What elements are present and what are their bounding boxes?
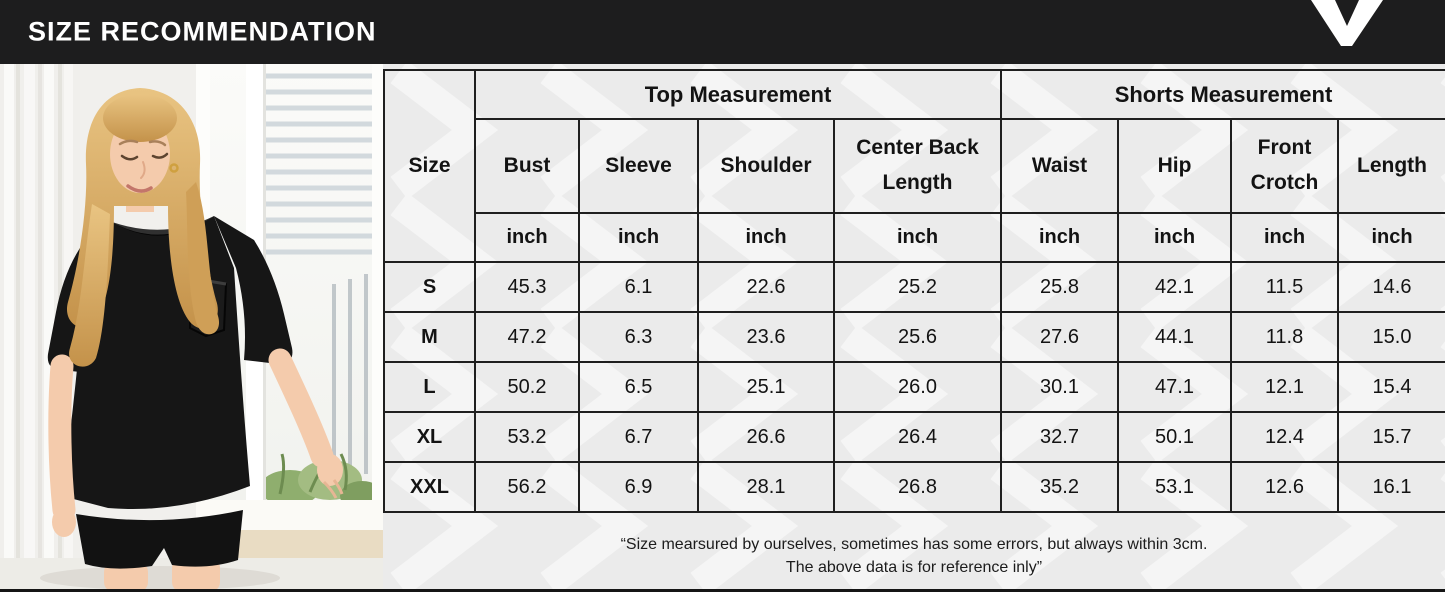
value-cell: 26.0 (834, 362, 1001, 412)
value-cell: 6.9 (579, 462, 698, 512)
value-cell: 45.3 (475, 262, 579, 312)
value-cell: 22.6 (698, 262, 834, 312)
unit-cell: inch (1231, 213, 1338, 262)
value-cell: 6.7 (579, 412, 698, 462)
value-cell: 56.2 (475, 462, 579, 512)
group-header-shorts: Shorts Measurement (1001, 70, 1445, 119)
left-hand (52, 507, 76, 537)
unit-cell: inch (579, 213, 698, 262)
value-cell: 15.0 (1338, 312, 1445, 362)
size-column-header: Size (384, 70, 475, 262)
col-header-shoulder: Shoulder (698, 119, 834, 213)
value-cell: 11.5 (1231, 262, 1338, 312)
disclaimer-note (383, 519, 1445, 592)
unit-cell: inch (834, 213, 1001, 262)
value-cell: 15.4 (1338, 362, 1445, 412)
col-header-waist: Waist (1001, 119, 1118, 213)
floor-shadow (40, 566, 280, 590)
value-cell: 16.1 (1338, 462, 1445, 512)
value-cell: 26.8 (834, 462, 1001, 512)
col-header-length: Length (1338, 119, 1445, 213)
page-title: SIZE RECOMMENDATION (28, 16, 377, 47)
col-header-front-crotch: Front Crotch (1231, 119, 1338, 213)
column-header-row (384, 119, 1445, 213)
value-cell: 50.2 (475, 362, 579, 412)
value-cell: 42.1 (1118, 262, 1231, 312)
hair-crown (103, 94, 177, 142)
table-row-s (384, 262, 1445, 312)
size-label: XXL (384, 462, 475, 512)
value-cell: 25.6 (834, 312, 1001, 362)
model-photo (0, 64, 383, 592)
value-cell: 35.2 (1001, 462, 1118, 512)
model-photo-illustration (0, 64, 383, 592)
value-cell: 27.6 (1001, 312, 1118, 362)
table-row-l (384, 362, 1445, 412)
value-cell: 23.6 (698, 312, 834, 362)
size-measurement-table (383, 69, 1445, 513)
value-cell: 30.1 (1001, 362, 1118, 412)
unit-cell: inch (475, 213, 579, 262)
value-cell: 6.3 (579, 312, 698, 362)
value-cell: 47.1 (1118, 362, 1231, 412)
value-cell: 47.2 (475, 312, 579, 362)
value-cell: 14.6 (1338, 262, 1445, 312)
ribbon-v-notch-icon (1311, 0, 1383, 46)
value-cell: 12.1 (1231, 362, 1338, 412)
col-header-hip: Hip (1118, 119, 1231, 213)
value-cell: 53.1 (1118, 462, 1231, 512)
disclaimer-line-2: The above data is for reference inly” (785, 558, 1043, 576)
disclaimer-line-1: “Size mearsured by ourselves, sometimes has some errors, but always within 3cm. (620, 535, 1208, 553)
value-cell: 26.6 (698, 412, 834, 462)
group-header-top: Top Measurement (475, 70, 1001, 119)
unit-cell: inch (1118, 213, 1231, 262)
value-cell: 26.4 (834, 412, 1001, 462)
value-cell: 15.7 (1338, 412, 1445, 462)
value-cell: 53.2 (475, 412, 579, 462)
table-row-m (384, 312, 1445, 362)
unit-cell: inch (1338, 213, 1445, 262)
header-bar (0, 0, 1445, 64)
table-row-xxl (384, 462, 1445, 512)
size-table-panel (383, 64, 1445, 592)
col-header-bust: Bust (475, 119, 579, 213)
value-cell: 6.1 (579, 262, 698, 312)
table-row-xl (384, 412, 1445, 462)
value-cell: 25.2 (834, 262, 1001, 312)
value-cell: 25.1 (698, 362, 834, 412)
size-label: L (384, 362, 475, 412)
value-cell: 50.1 (1118, 412, 1231, 462)
units-row (384, 213, 1445, 262)
value-cell: 28.1 (698, 462, 834, 512)
unit-cell: inch (1001, 213, 1118, 262)
group-header-row (384, 70, 1445, 119)
value-cell: 12.4 (1231, 412, 1338, 462)
size-label: XL (384, 412, 475, 462)
value-cell: 11.8 (1231, 312, 1338, 362)
col-header-sleeve: Sleeve (579, 119, 698, 213)
value-cell: 25.8 (1001, 262, 1118, 312)
col-header-center-back-length: Center Back Length (834, 119, 1001, 213)
size-label: S (384, 262, 475, 312)
size-label: M (384, 312, 475, 362)
unit-cell: inch (698, 213, 834, 262)
value-cell: 12.6 (1231, 462, 1338, 512)
right-hand (317, 454, 343, 486)
value-cell: 32.7 (1001, 412, 1118, 462)
value-cell: 44.1 (1118, 312, 1231, 362)
value-cell: 6.5 (579, 362, 698, 412)
